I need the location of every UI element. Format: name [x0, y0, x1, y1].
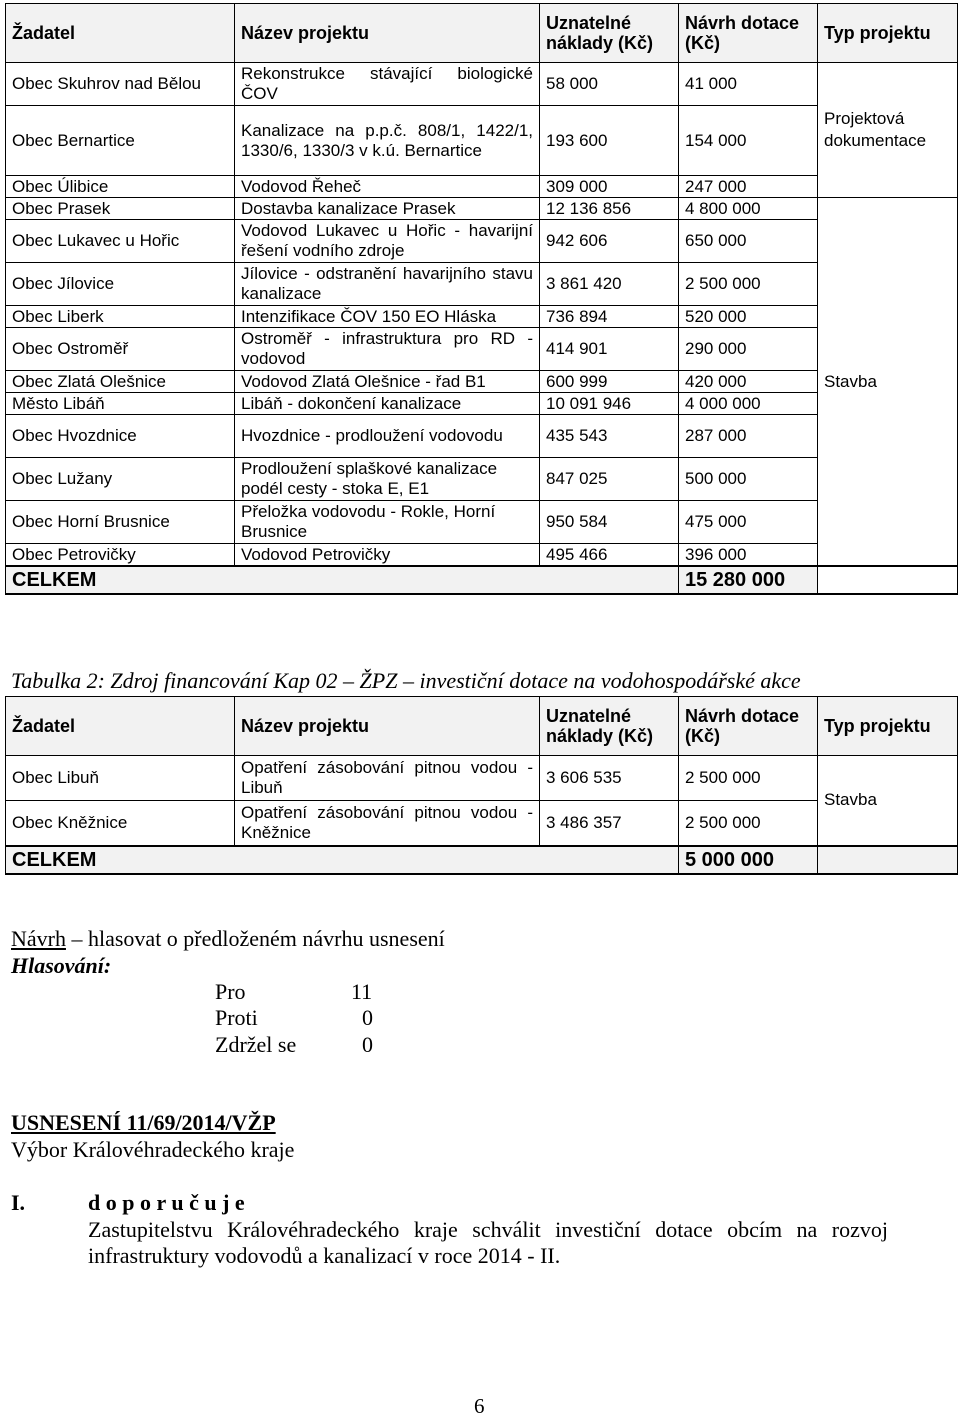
cell-grant: 290 000	[679, 328, 818, 371]
cell-project: Vodovod Petrovičky	[235, 544, 540, 567]
resolution-title: USNESENÍ 11/69/2014/VŽP	[11, 1110, 276, 1135]
vote-against-label: Proti	[215, 1005, 258, 1030]
cell-costs: 435 543	[540, 415, 679, 458]
table-row	[6, 176, 958, 198]
cell-grant: 650 000	[679, 220, 818, 263]
cell-applicant: Obec Prasek	[6, 198, 235, 220]
cell-applicant: Obec Kněžnice	[6, 801, 235, 846]
proposal-label: Návrh	[11, 926, 66, 951]
cell-applicant: Obec Petrovičky	[6, 544, 235, 567]
cell-grant: 520 000	[679, 306, 818, 328]
cell-applicant: Obec Zlatá Olešnice	[6, 371, 235, 393]
total-label: CELKEM	[6, 846, 679, 874]
cell-costs: 600 999	[540, 371, 679, 393]
table-row	[6, 306, 958, 328]
total-empty	[818, 566, 958, 594]
vote-abstain-label: Zdržel se	[215, 1032, 297, 1057]
cell-grant: 2 500 000	[679, 263, 818, 306]
table-row	[6, 106, 958, 176]
header-project-name: Název projektu	[235, 4, 540, 63]
cell-type-construction: Stavba	[818, 756, 958, 846]
cell-project: Dostavba kanalizace Prasek	[235, 198, 540, 220]
cell-costs: 942 606	[540, 220, 679, 263]
table-row	[6, 801, 958, 846]
cell-applicant: Obec Bernartice	[6, 106, 235, 176]
header-applicant: Žadatel	[6, 4, 235, 63]
header-applicant: Žadatel	[6, 697, 235, 756]
cell-grant: 2 500 000	[679, 756, 818, 801]
cell-project: Vodovod Zlatá Olešnice - řad B1	[235, 371, 540, 393]
cell-applicant: Obec Jílovice	[6, 263, 235, 306]
table-row	[6, 458, 958, 501]
vote-for-value: 11	[351, 979, 373, 1004]
table-row	[6, 328, 958, 371]
cell-applicant: Obec Skuhrov nad Bělou	[6, 63, 235, 106]
cell-applicant: Obec Ostroměř	[6, 328, 235, 371]
table-row	[6, 63, 958, 106]
cell-project: Jílovice - odstranění havarijního stavu kanalizace	[235, 263, 540, 306]
cell-grant: 475 000	[679, 501, 818, 544]
table-investment-1	[5, 3, 958, 595]
cell-costs: 3 606 535	[540, 756, 679, 801]
cell-applicant: Obec Lukavec u Hořic	[6, 220, 235, 263]
table-total-row	[6, 846, 958, 874]
proposal-line	[11, 926, 445, 952]
cell-applicant: Obec Libuň	[6, 756, 235, 801]
total-value: 15 280 000	[679, 566, 818, 594]
total-value: 5 000 000	[679, 846, 818, 874]
header-proposed-grant: Návrh dotace (Kč)	[679, 697, 818, 756]
cell-project: Libáň - dokončení kanalizace	[235, 393, 540, 415]
resolution-numeral: I.	[11, 1190, 26, 1215]
table-investment-2	[5, 696, 958, 875]
cell-project: Přeložka vodovodu - Rokle, Horní Brusnice	[235, 501, 540, 544]
resolution-verb: d o p o r u č u j e	[88, 1190, 245, 1215]
cell-project: Prodloužení splaškové kanalizace podél cesty - stoka E, E1	[235, 458, 540, 501]
header-project-type: Typ projektu	[818, 4, 958, 63]
cell-project: Kanalizace na p.p.č. 808/1, 1422/1, 1330/6, 1330/3 v k.ú. Bernartice	[235, 106, 540, 176]
cell-costs: 736 894	[540, 306, 679, 328]
table-row	[6, 393, 958, 415]
cell-costs: 12 136 856	[540, 198, 679, 220]
cell-applicant: Obec Úlibice	[6, 176, 235, 198]
cell-type-design: Projektová dokumentace	[818, 63, 958, 198]
table-row	[6, 263, 958, 306]
resolution-committee: Výbor Královéhradeckého kraje	[11, 1137, 295, 1162]
cell-applicant: Obec Horní Brusnice	[6, 501, 235, 544]
cell-costs: 847 025	[540, 458, 679, 501]
table-row	[6, 415, 958, 458]
header-proposed-grant: Návrh dotace (Kč)	[679, 4, 818, 63]
cell-costs: 3 861 420	[540, 263, 679, 306]
table-caption: Tabulka 2: Zdroj financování Kap 02 – ŽPZ – investiční dotace na vodohospodářské akce	[11, 668, 801, 693]
total-empty	[818, 846, 958, 874]
page-number: 6	[474, 1394, 485, 1418]
table-row	[6, 756, 958, 801]
total-label: CELKEM	[6, 566, 679, 594]
resolution-text: Zastupitelstvu Královéhradeckého kraje schválit investiční dotace obcím na rozvoj infrastruktury vodovodů a kanalizací v roce 2014 - II.	[88, 1217, 888, 1268]
cell-project: Hvozdnice - prodloužení vodovodu	[235, 415, 540, 458]
voting-label: Hlasování:	[11, 953, 112, 978]
cell-type-construction: Stavba	[818, 198, 958, 567]
cell-project: Intenzifikace ČOV 150 EO Hláska	[235, 306, 540, 328]
header-eligible-costs: Uznatelné náklady (Kč)	[540, 697, 679, 756]
cell-grant: 500 000	[679, 458, 818, 501]
table-row	[6, 198, 958, 220]
cell-costs: 193 600	[540, 106, 679, 176]
vote-for-label: Pro	[215, 979, 246, 1004]
table-row	[6, 501, 958, 544]
table-header-row	[6, 697, 958, 756]
header-project-name: Název projektu	[235, 697, 540, 756]
vote-abstain-value: 0	[362, 1032, 373, 1057]
cell-costs: 495 466	[540, 544, 679, 567]
cell-project: Vodovod Řeheč	[235, 176, 540, 198]
cell-grant: 396 000	[679, 544, 818, 567]
cell-grant: 287 000	[679, 415, 818, 458]
cell-project: Opatření zásobování pitnou vodou - Kněžnice	[235, 801, 540, 846]
cell-costs: 58 000	[540, 63, 679, 106]
cell-grant: 247 000	[679, 176, 818, 198]
cell-costs: 10 091 946	[540, 393, 679, 415]
cell-applicant: Obec Hvozdnice	[6, 415, 235, 458]
vote-against-value: 0	[362, 1005, 373, 1030]
table-row	[6, 220, 958, 263]
table-row	[6, 371, 958, 393]
cell-project: Vodovod Lukavec u Hořic - havarijní řešení vodního zdroje	[235, 220, 540, 263]
cell-applicant: Obec Liberk	[6, 306, 235, 328]
cell-grant: 2 500 000	[679, 801, 818, 846]
header-eligible-costs: Uznatelné náklady (Kč)	[540, 4, 679, 63]
cell-grant: 154 000	[679, 106, 818, 176]
cell-applicant: Obec Lužany	[6, 458, 235, 501]
cell-project: Opatření zásobování pitnou vodou - Libuň	[235, 756, 540, 801]
cell-project: Ostroměř - infrastruktura pro RD - vodovod	[235, 328, 540, 371]
cell-grant: 41 000	[679, 63, 818, 106]
table-total-row	[6, 566, 958, 594]
cell-grant: 4 000 000	[679, 393, 818, 415]
cell-costs: 950 584	[540, 501, 679, 544]
cell-grant: 4 800 000	[679, 198, 818, 220]
cell-project: Rekonstrukce stávající biologické ČOV	[235, 63, 540, 106]
cell-costs: 309 000	[540, 176, 679, 198]
table-row	[6, 544, 958, 567]
cell-grant: 420 000	[679, 371, 818, 393]
cell-applicant: Město Libáň	[6, 393, 235, 415]
cell-costs: 3 486 357	[540, 801, 679, 846]
header-project-type: Typ projektu	[818, 697, 958, 756]
table-header-row	[6, 4, 958, 63]
cell-costs: 414 901	[540, 328, 679, 371]
proposal-text: – hlasovat o předloženém návrhu usnesení	[65, 926, 445, 951]
